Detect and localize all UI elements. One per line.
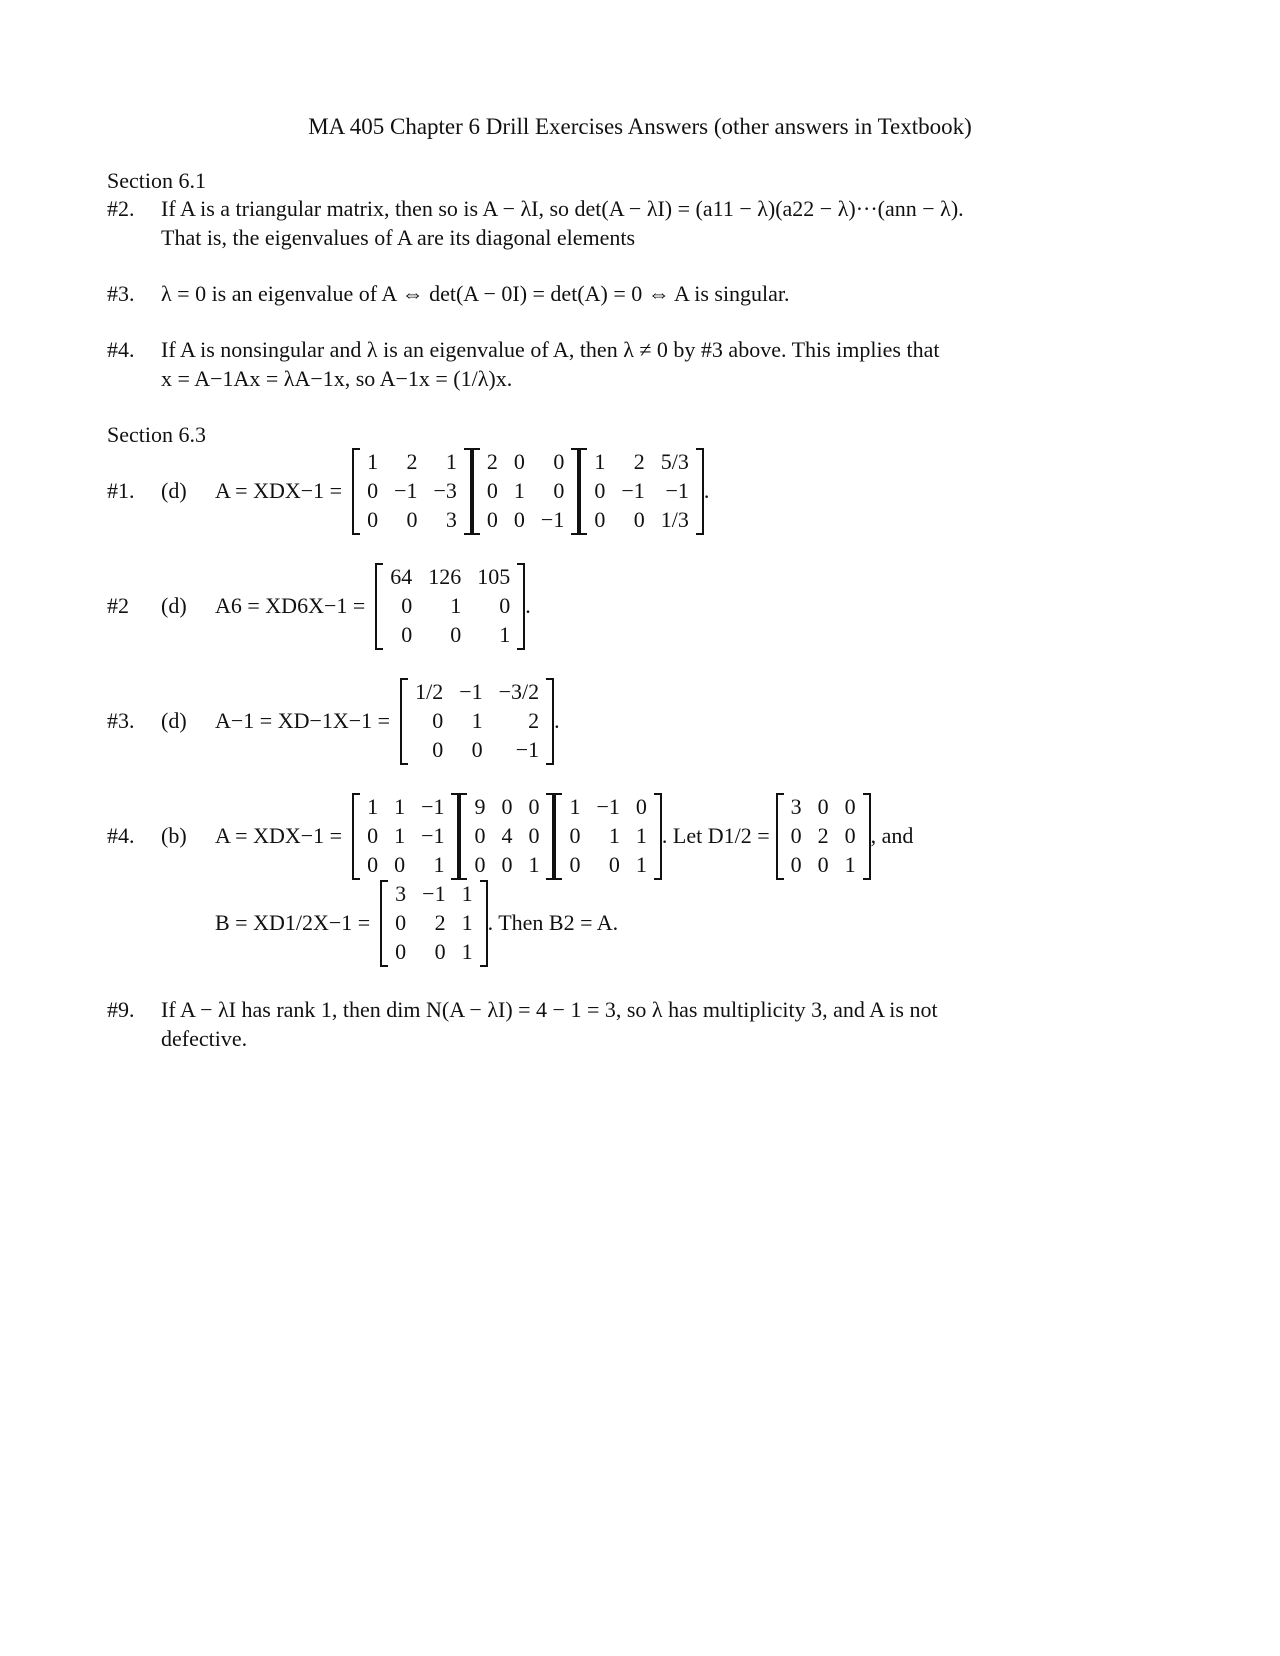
matrix-entry: 1: [394, 823, 406, 848]
matrix-entry: −1: [596, 794, 620, 819]
problem-part: (b): [161, 823, 187, 848]
matrix-entry: 0: [790, 823, 802, 848]
matrix-row: [407, 707, 547, 736]
matrix-entry: −1: [515, 737, 540, 762]
matrix-row: [466, 793, 547, 822]
matrix-entry: 1: [471, 708, 483, 733]
matrix-row: [783, 851, 864, 880]
matrix-entry: 0: [844, 794, 856, 819]
matrix-entry: 1: [433, 852, 445, 877]
matrix-entry: 0: [501, 794, 513, 819]
matrix-row: [783, 822, 864, 851]
matrix-entry: 1: [635, 852, 647, 877]
matrix-entry: 3: [445, 507, 457, 532]
problem-number: #3.: [107, 281, 135, 306]
matrix-entry: 0: [367, 823, 379, 848]
matrix-entry: 0: [474, 852, 486, 877]
equation-lhs: A6 = XD6X−1 =: [215, 593, 366, 618]
matrix-row: [466, 851, 547, 880]
problem-6-3-1: [107, 445, 709, 537]
problem-6-3-2: [107, 560, 531, 652]
matrix-row: [479, 477, 572, 506]
problem-number: #9.: [107, 997, 135, 1022]
matrix-entry: 2: [817, 823, 829, 848]
matrix-entry: 0: [553, 449, 565, 474]
matrix-d-half: [776, 793, 871, 880]
matrix-entry: 0: [528, 794, 540, 819]
matrix-entry: 0: [528, 823, 540, 848]
matrix-entry: 0: [594, 507, 606, 532]
matrix-entry: 3: [790, 794, 802, 819]
matrix-entry: −1: [421, 794, 445, 819]
matrix-entry: 2: [406, 449, 418, 474]
period: .: [703, 478, 710, 503]
matrix-row: [479, 448, 572, 477]
matrix-entry: 0: [486, 507, 498, 532]
matrix-entry: −1: [459, 679, 483, 704]
matrix-row: [561, 851, 654, 880]
matrix-entry: 1: [367, 449, 379, 474]
matrix-entry: 0: [594, 478, 606, 503]
problem-number: #4.: [107, 337, 135, 362]
matrix-entry: 1: [461, 939, 473, 964]
matrix-entry: 0: [394, 852, 406, 877]
section-heading-6-3: Section 6.3: [107, 422, 206, 447]
problem-9-line-1: If A − λI has rank 1, then dim N(A − λI) = 4 − 1 = 3, so λ has multiplicity 3, and A is not: [161, 997, 938, 1022]
matrix-row: [387, 938, 480, 967]
problem-number: #3.: [107, 708, 135, 733]
problem-part: (d): [161, 593, 187, 618]
matrix-row: [586, 477, 697, 506]
matrix-row: [466, 822, 547, 851]
matrix-entry: 0: [501, 852, 513, 877]
matrix-entry: 0: [401, 622, 413, 647]
matrix-entry: 1: [367, 794, 379, 819]
matrix-entry: 0: [553, 478, 565, 503]
matrix-entry: 2: [528, 708, 540, 733]
matrix-row: [382, 563, 518, 592]
matrix-entry: 9: [474, 794, 486, 819]
matrix-entry: 2: [434, 910, 446, 935]
matrix-entry: 1: [461, 910, 473, 935]
matrix-entry: 105: [477, 564, 511, 589]
matrix-entry: 1: [499, 622, 511, 647]
matrix-entry: 64: [390, 564, 413, 589]
matrix-entry: 1: [569, 794, 581, 819]
matrix-entry: 1: [844, 852, 856, 877]
matrix-b: [380, 880, 487, 967]
matrix-row: [407, 736, 547, 765]
matrix-row: [407, 678, 547, 707]
matrix-row: [586, 448, 697, 477]
matrix-row: [359, 506, 465, 535]
matrix-entry: 0: [395, 910, 407, 935]
matrix-row: [479, 506, 572, 535]
matrix-entry: 0: [608, 852, 620, 877]
matrix-row: [359, 448, 465, 477]
matrix-entry: 0: [367, 478, 379, 503]
matrix-entry: 3: [395, 881, 407, 906]
matrix-entry: −3: [433, 478, 457, 503]
problem-number: #2.: [107, 196, 135, 221]
matrix-entry: 1: [594, 449, 606, 474]
matrix-row: [561, 822, 654, 851]
matrix-entry: 0: [471, 737, 483, 762]
problem-part: (d): [161, 478, 187, 503]
matrix-entry: 0: [569, 823, 581, 848]
matrix-entry: 0: [633, 507, 645, 532]
matrix-entry: −1: [421, 823, 445, 848]
problem-6-3-4: [107, 790, 913, 882]
page-title: MA 405 Chapter 6 Drill Exercises Answers (other answers in Textbook): [308, 114, 972, 139]
problem-part: (d): [161, 708, 187, 733]
problem-6-3-3: [107, 675, 560, 767]
matrix-entry: 1: [513, 478, 525, 503]
period: .: [525, 593, 531, 618]
matrix-entry: 1/3: [660, 507, 689, 532]
matrix-entry: −1: [621, 478, 645, 503]
and-text: , and: [870, 823, 914, 848]
problem-number: #4.: [107, 823, 135, 848]
matrix-entry: 0: [367, 507, 379, 532]
matrix-entry: 0: [434, 939, 446, 964]
then-text: . Then B2 = A.: [487, 910, 619, 935]
matrix-x: [352, 793, 459, 880]
matrix-entry: 0: [817, 852, 829, 877]
matrix-entry: 0: [406, 507, 418, 532]
problem-4-line-2: x = A−1Ax = λA−1x, so A−1x = (1/λ)x.: [161, 366, 513, 391]
problem-number: #2: [107, 593, 129, 618]
matrix-x-inverse: [579, 448, 704, 535]
matrix-entry: −1: [665, 478, 689, 503]
equation-lhs: B = XD1/2X−1 =: [215, 910, 371, 935]
matrix-entry: 1: [450, 593, 462, 618]
matrix-entry: 1: [445, 449, 457, 474]
matrix-entry: 0: [569, 852, 581, 877]
matrix-entry: 0: [635, 794, 647, 819]
matrix-entry: 0: [401, 593, 413, 618]
matrix-row: [387, 909, 480, 938]
matrix-entry: 126: [428, 564, 462, 589]
problem-4-line-1: If A is nonsingular and λ is an eigenvalue of A, then λ ≠ 0 by #3 above. This implies that: [161, 337, 940, 362]
matrix-row: [387, 880, 480, 909]
let-text: . Let D1/2 =: [661, 823, 770, 848]
matrix-row: [359, 851, 452, 880]
matrix-entry: 0: [486, 478, 498, 503]
matrix-x: [352, 448, 472, 535]
matrix-entry: 4: [501, 823, 513, 848]
matrix-entry: 0: [499, 593, 511, 618]
matrix-entry: 0: [513, 507, 525, 532]
matrix-entry: 1/2: [415, 679, 444, 704]
matrix-entry: 2: [633, 449, 645, 474]
matrix-entry: 0: [513, 449, 525, 474]
matrix-entry: 0: [450, 622, 462, 647]
matrix-x-inverse: [554, 793, 661, 880]
matrix-entry: 1: [394, 794, 406, 819]
period: .: [554, 708, 560, 733]
matrix-row: [783, 793, 864, 822]
matrix-row: [359, 477, 465, 506]
section-heading-6-1: Section 6.1: [107, 168, 206, 193]
equation-lhs: A−1 = XD−1X−1 =: [215, 708, 391, 733]
matrix-entry: −1: [394, 478, 418, 503]
matrix-entry: 1: [528, 852, 540, 877]
matrix-entry: 1: [608, 823, 620, 848]
matrix-entry: 5/3: [660, 449, 689, 474]
problem-number: #1.: [107, 478, 135, 503]
matrix-entry: 0: [432, 708, 444, 733]
matrix-entry: 1: [461, 881, 473, 906]
matrix-entry: 2: [486, 449, 498, 474]
problem-2-line-1: If A is a triangular matrix, then so is A − λI, so det(A − λI) = (a11 − λ)(a22 − λ)···(ann − λ).: [161, 196, 964, 221]
matrix-a-inverse: [400, 678, 554, 765]
matrix-entry: 0: [432, 737, 444, 762]
matrix-row: [382, 592, 518, 621]
problem-2-line-2: That is, the eigenvalues of A are its diagonal elements: [161, 225, 636, 250]
matrix-entry: −3/2: [498, 679, 540, 704]
equation-lhs: A = XDX−1 =: [215, 478, 343, 503]
matrix-entry: 0: [395, 939, 407, 964]
matrix-entry: 0: [817, 794, 829, 819]
problem-9-line-2: defective.: [161, 1026, 248, 1051]
matrix-entry: 0: [367, 852, 379, 877]
matrix-entry: 0: [790, 852, 802, 877]
matrix-a6: [375, 563, 525, 650]
matrix-entry: 0: [844, 823, 856, 848]
problem-3-line-1: λ = 0 is an eigenvalue of A ⇔ det(A − 0I) = det(A) = 0 ⇔ A is singular.: [161, 281, 790, 306]
matrix-d: [459, 793, 554, 880]
matrix-row: [561, 793, 654, 822]
matrix-entry: −1: [540, 507, 565, 532]
equation-lhs: A = XDX−1 =: [215, 823, 343, 848]
matrix-row: [382, 621, 518, 650]
matrix-entry: −1: [422, 881, 446, 906]
matrix-row: [586, 506, 697, 535]
matrix-row: [359, 793, 452, 822]
matrix-entry: 1: [635, 823, 647, 848]
matrix-row: [359, 822, 452, 851]
problem-6-3-4-b-matrix: [215, 877, 618, 969]
matrix-d: [472, 448, 579, 535]
matrix-entry: 0: [474, 823, 486, 848]
